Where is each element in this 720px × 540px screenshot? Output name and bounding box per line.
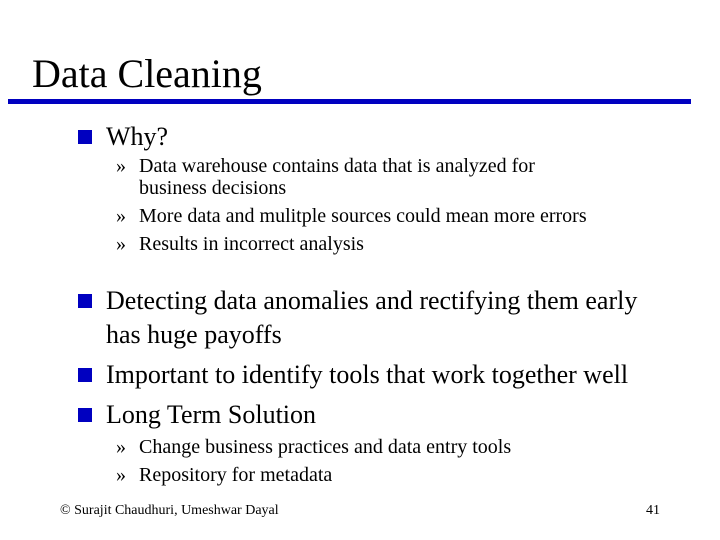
sub-bullet-marker: » bbox=[116, 464, 126, 486]
bullet-point-text: Long Term Solution bbox=[106, 400, 317, 429]
square-bullet-icon bbox=[78, 408, 92, 422]
sub-bullet-marker: » bbox=[116, 205, 126, 227]
sub-bullet-marker: » bbox=[116, 233, 126, 255]
why-item-text: business decisions bbox=[139, 177, 287, 199]
why-item-text: More data and mulitple sources could mean more errors bbox=[139, 205, 587, 227]
bullet-point-text: Detecting data anomalies and rectifying them early bbox=[106, 286, 638, 315]
long-term-item-text: Repository for metadata bbox=[139, 464, 333, 486]
square-bullet-icon bbox=[78, 368, 92, 382]
sub-bullet-marker: » bbox=[116, 155, 126, 177]
why-item-text: Results in incorrect analysis bbox=[139, 233, 364, 255]
why-item-text: Data warehouse contains data that is analyzed for bbox=[139, 155, 535, 177]
bullet-why-label: Why? bbox=[106, 122, 169, 151]
bullet-point-text: has huge payoffs bbox=[106, 320, 282, 349]
sub-bullet-marker: » bbox=[116, 436, 126, 458]
square-bullet-icon bbox=[78, 130, 92, 144]
square-bullet-icon bbox=[78, 294, 92, 308]
footer-author: © Surajit Chaudhuri, Umeshwar Dayal bbox=[60, 503, 279, 518]
slide-title: Data Cleaning bbox=[32, 51, 262, 96]
long-term-item-text: Change business practices and data entry tools bbox=[139, 436, 512, 458]
page-number: 41 bbox=[646, 503, 660, 518]
bullet-point-text: Important to identify tools that work together well bbox=[106, 360, 629, 389]
title-underline bbox=[8, 99, 691, 104]
